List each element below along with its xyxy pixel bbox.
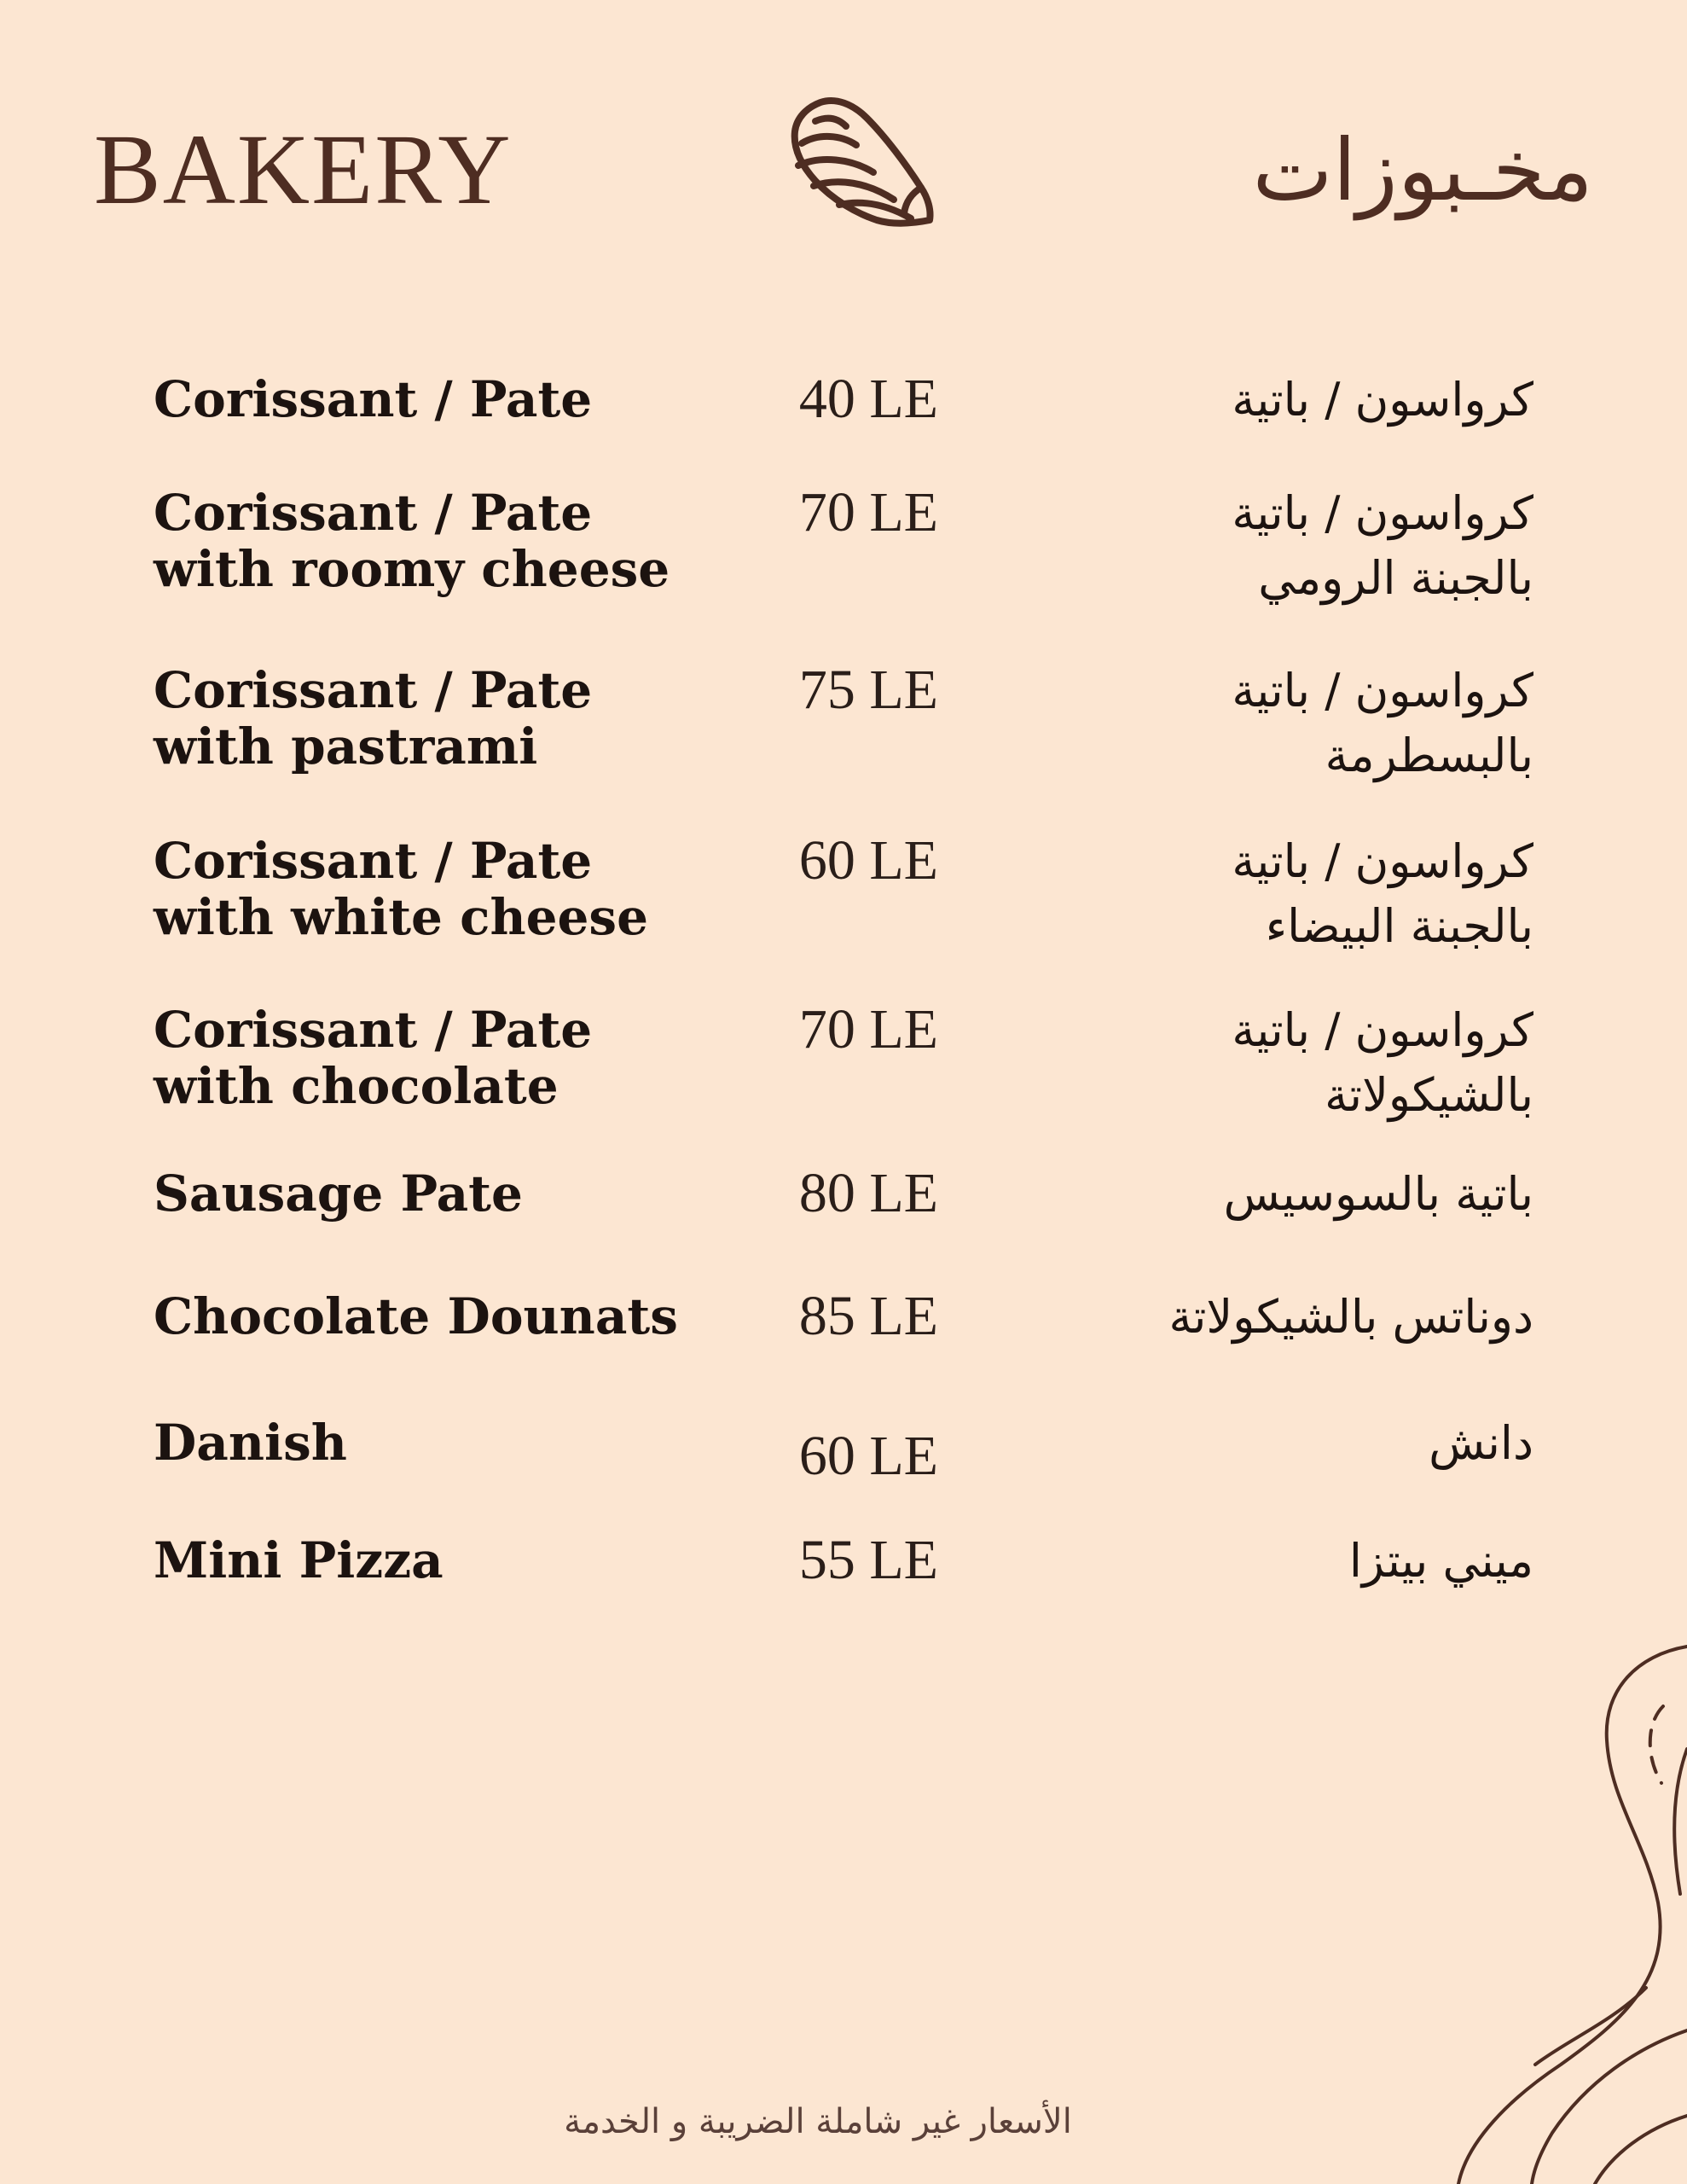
title-arabic: مخـبوزات (1252, 120, 1593, 220)
item-price: 70 LE (798, 481, 938, 543)
item-name-en: Corissant / Pate (154, 370, 593, 428)
title-english: BAKERY (94, 113, 513, 225)
item-name-en: Corissant / Pate with chocolate (154, 1001, 593, 1115)
item-name-ar: ميني بيتزا (1348, 1534, 1533, 1588)
item-name-en: Danish (154, 1414, 347, 1472)
item-price: 85 LE (798, 1285, 938, 1347)
decorative-swirl (1365, 1621, 1687, 2184)
item-price: 60 LE (798, 1425, 938, 1487)
item-name-ar: كرواسون / باتية (1232, 373, 1533, 427)
item-name-en: Corissant / Pate with white cheese (154, 832, 648, 946)
item-price: 70 LE (798, 998, 938, 1060)
item-name-ar: كرواسون / باتية بالشيكولاتة (1232, 1003, 1533, 1122)
item-name-en: Corissant / Pate with pastrami (154, 661, 593, 775)
item-name-en: Sausage Pate (154, 1165, 523, 1223)
item-name-ar: كرواسون / باتية بالجبنة الرومي (1232, 486, 1533, 605)
item-name-ar: كرواسون / باتية بالبسطرمة (1232, 664, 1533, 782)
footer-note: الأسعار غير شاملة الضريبة و الخدمة (564, 2102, 1072, 2141)
item-name-ar: دوناتس بالشيكولاتة (1168, 1290, 1533, 1344)
item-name-ar: دانش (1429, 1416, 1533, 1470)
item-price: 75 LE (798, 659, 938, 721)
item-name-en: Chocolate Dounats (154, 1287, 678, 1345)
item-price: 60 LE (798, 829, 938, 892)
croissant-icon (785, 92, 938, 237)
item-price: 40 LE (798, 368, 938, 430)
item-name-ar: باتية بالسوسيس (1223, 1167, 1533, 1221)
item-name-en: Corissant / Pate with roomy cheese (154, 484, 670, 598)
item-name-en: Mini Pizza (154, 1531, 443, 1589)
item-price: 55 LE (798, 1529, 938, 1591)
item-name-ar: كرواسون / باتية بالجبنة البيضاء (1232, 834, 1533, 953)
item-price: 80 LE (798, 1162, 938, 1224)
